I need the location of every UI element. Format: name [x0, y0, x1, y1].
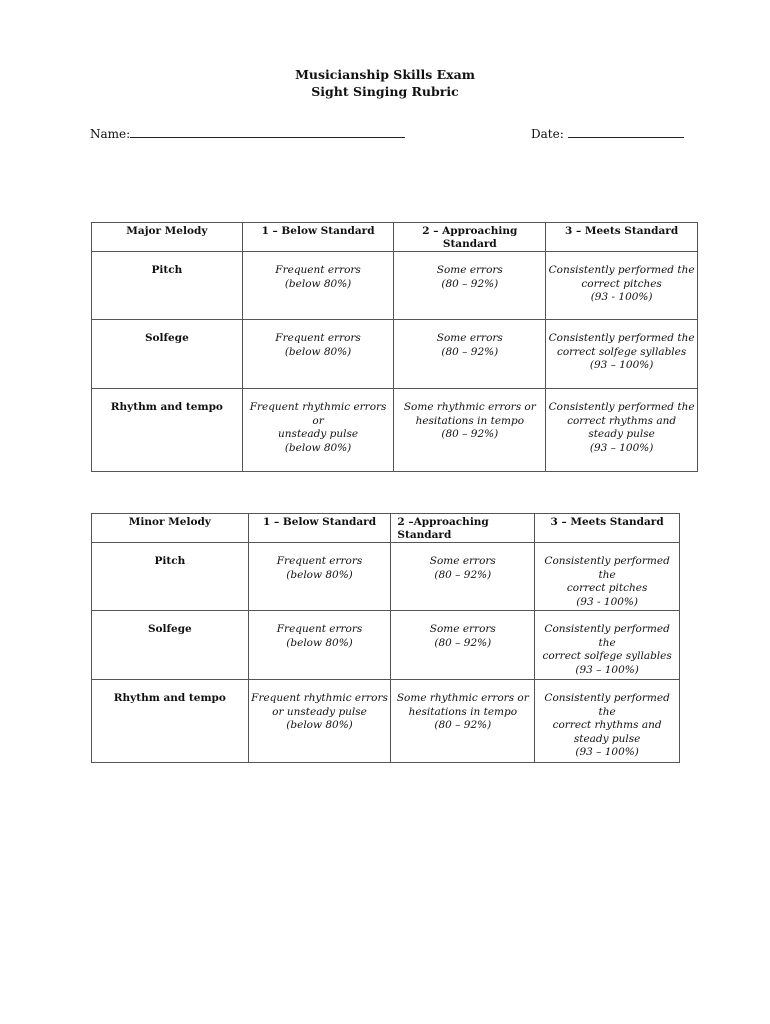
- descriptor-line: hesitations in tempo: [415, 414, 525, 427]
- column-header: Minor Melody: [92, 514, 249, 543]
- descriptor-line: Some errors: [436, 332, 503, 344]
- descriptor-line: (below 80%): [286, 719, 353, 732]
- descriptor-line: (below 80%): [284, 441, 352, 454]
- minor-melody-table: [91, 513, 680, 763]
- criterion-cell: Rhythm and tempo: [92, 680, 249, 763]
- criterion-cell: Rhythm and tempo: [92, 389, 243, 472]
- descriptor-cell: [546, 389, 698, 472]
- descriptor-line: Some errors: [429, 555, 496, 567]
- descriptor-line: Frequent errors: [276, 623, 363, 635]
- descriptor-line: (below 80%): [284, 345, 352, 358]
- descriptor-cell: [391, 543, 535, 611]
- column-header: 1 – Below Standard: [248, 514, 391, 543]
- descriptor-line: Frequent errors: [275, 332, 361, 344]
- descriptor-cell: [394, 252, 546, 320]
- descriptor-line: or unsteady pulse: [272, 705, 367, 718]
- descriptor-line: Consistently performed the: [548, 264, 695, 276]
- descriptor-line: steady pulse: [573, 732, 641, 745]
- major-melody-table: [91, 222, 698, 472]
- table-header-row: [92, 223, 698, 252]
- descriptor-cell: [242, 389, 394, 472]
- criterion-cell: Pitch: [92, 543, 249, 611]
- date-blank-line[interactable]: [568, 125, 684, 138]
- descriptor-line: Some rhythmic errors or: [396, 692, 529, 704]
- descriptor-cell: [535, 543, 680, 611]
- date-label: Date:: [531, 127, 564, 141]
- criterion-cell: Solfege: [92, 320, 243, 389]
- descriptor-line: (93 – 100%): [589, 441, 654, 454]
- descriptor-line: Frequent errors: [276, 555, 363, 567]
- descriptor-cell: [535, 680, 680, 763]
- descriptor-line: correct solfege syllables: [556, 345, 687, 358]
- descriptor-line: correct rhythms and: [552, 719, 662, 732]
- date-field[interactable]: [531, 125, 684, 141]
- name-field[interactable]: [90, 125, 405, 141]
- column-header: 1 – Below Standard: [242, 223, 394, 252]
- table-row: [92, 252, 698, 320]
- descriptor-line: (80 – 92%): [441, 428, 499, 441]
- descriptor-cell: [391, 680, 535, 763]
- descriptor-line: (93 - 100%): [576, 595, 638, 608]
- document-title: [0, 66, 770, 100]
- descriptor-line: Some rhythmic errors or: [403, 401, 536, 413]
- descriptor-line: (80 – 92%): [434, 568, 492, 581]
- descriptor-line: Frequent rhythmic errors or: [249, 401, 387, 427]
- descriptor-cell: [391, 611, 535, 680]
- descriptor-line: Consistently performed the: [544, 692, 670, 718]
- descriptor-cell: [242, 320, 394, 389]
- table-row: [92, 389, 698, 472]
- criterion-cell: Solfege: [92, 611, 249, 680]
- descriptor-cell: [394, 389, 546, 472]
- descriptor-cell: [394, 320, 546, 389]
- descriptor-line: Frequent rhythmic errors: [251, 692, 388, 704]
- descriptor-line: Frequent errors: [275, 264, 361, 276]
- descriptor-line: Some errors: [436, 264, 503, 276]
- exam-title: Musicianship Skills Exam: [295, 67, 475, 82]
- descriptor-line: (80 – 92%): [434, 719, 492, 732]
- descriptor-line: correct solfege syllables: [542, 650, 672, 663]
- criterion-cell: Pitch: [92, 252, 243, 320]
- descriptor-line: Consistently performed the: [548, 332, 695, 344]
- rubric-subtitle: Sight Singing Rubric: [311, 84, 459, 99]
- descriptor-line: Consistently performed the: [544, 623, 670, 649]
- descriptor-line: Consistently performed the: [548, 401, 695, 413]
- descriptor-line: (below 80%): [286, 568, 353, 581]
- descriptor-line: (93 – 100%): [575, 663, 639, 676]
- table-row: [92, 680, 680, 763]
- column-header: 3 – Meets Standard: [535, 514, 680, 543]
- descriptor-line: (80 – 92%): [434, 636, 492, 649]
- descriptor-line: (below 80%): [284, 277, 352, 290]
- descriptor-line: (93 - 100%): [590, 291, 653, 304]
- descriptor-cell: [546, 252, 698, 320]
- descriptor-line: (93 – 100%): [575, 746, 639, 759]
- descriptor-line: (93 – 100%): [589, 359, 654, 372]
- column-header: 2 –Approaching Standard: [391, 514, 535, 543]
- descriptor-line: (below 80%): [286, 636, 353, 649]
- descriptor-cell: [248, 543, 391, 611]
- column-header: 3 – Meets Standard: [546, 223, 698, 252]
- descriptor-line: (80 – 92%): [441, 277, 499, 290]
- descriptor-line: steady pulse: [588, 428, 655, 441]
- column-header: 2 – Approaching Standard: [394, 223, 546, 252]
- descriptor-cell: [535, 611, 680, 680]
- name-label: Name:: [90, 127, 131, 141]
- descriptor-line: correct pitches: [581, 277, 662, 290]
- descriptor-line: hesitations in tempo: [408, 705, 518, 718]
- table-row: [92, 543, 680, 611]
- descriptor-cell: [248, 611, 391, 680]
- descriptor-line: Some errors: [429, 623, 496, 635]
- table-row: [92, 320, 698, 389]
- descriptor-line: correct rhythms and: [567, 414, 677, 427]
- table-header-row: [92, 514, 680, 543]
- name-blank-line[interactable]: [130, 125, 405, 138]
- descriptor-line: (80 – 92%): [441, 345, 499, 358]
- table-row: [92, 611, 680, 680]
- descriptor-cell: [248, 680, 391, 763]
- descriptor-cell: [546, 320, 698, 389]
- descriptor-line: Consistently performed the: [544, 555, 670, 581]
- descriptor-line: unsteady pulse: [278, 428, 359, 441]
- descriptor-cell: [242, 252, 394, 320]
- descriptor-line: correct pitches: [566, 582, 648, 595]
- column-header: Major Melody: [92, 223, 243, 252]
